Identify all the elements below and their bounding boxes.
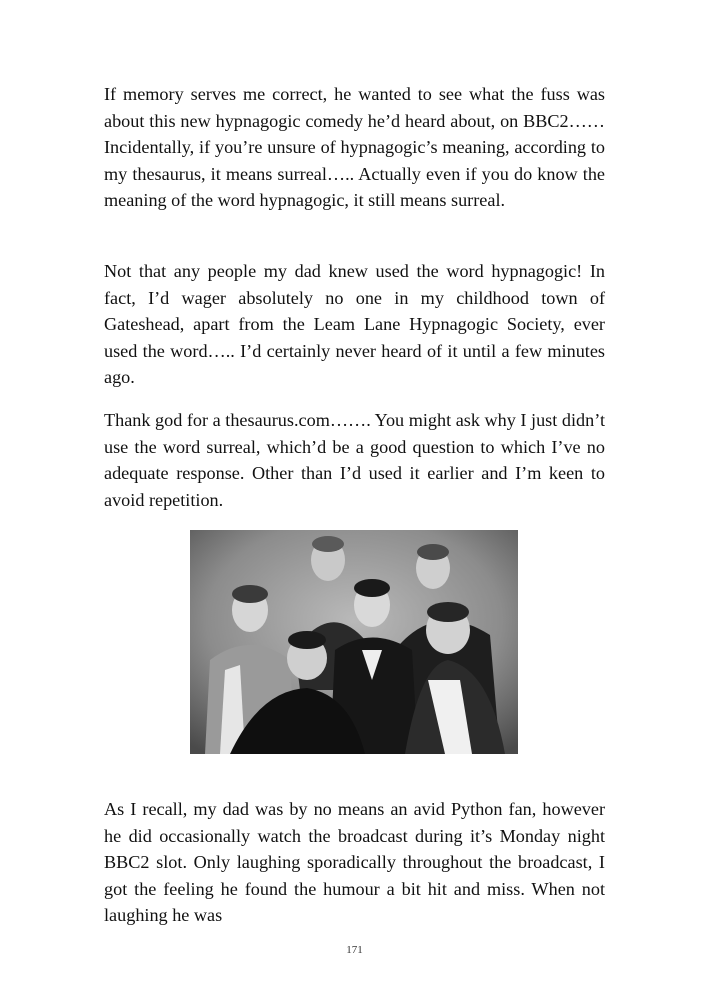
paragraph-3: Thank god for a thesaurus.com……. You might ask why I just didn’t use the word surreal, which’d be a good question to which I’ve no adequate response. Other than I’d used it earlier and I’m keen to avoid repetition. — [104, 410, 605, 510]
page-number: 171 — [346, 944, 363, 956]
paragraph-1: If memory serves me correct, he wanted to see what the fuss was about this new hypnagogic comedy he’d heard about, on BBC2…… Incidentally, if you’re unsure of hypnagogic’s meaning, according to my thesaurus, it means surreal….. Actually even if you do know the meaning of the word hypnagogic, it still means surreal. — [104, 84, 605, 211]
group-photo — [190, 530, 518, 754]
paragraph-2: Not that any people my dad knew used the word hypnagogic! In fact, I’d wager absolutely no one in my childhood town of Gateshead, apart from the Leam Lane Hypnagogic Society, ever used the word….. I’d certainly never heard of it until a few minutes ago. — [104, 261, 605, 388]
paragraph-4: As I recall, my dad was by no means an avid Python fan, however he did occasionally watch the broadcast during it’s Monday night BBC2 slot. Only laughing sporadically throughout the broadcast, I got the feeling he found the humour a bit hit and miss. When not laughing he was — [104, 799, 605, 926]
